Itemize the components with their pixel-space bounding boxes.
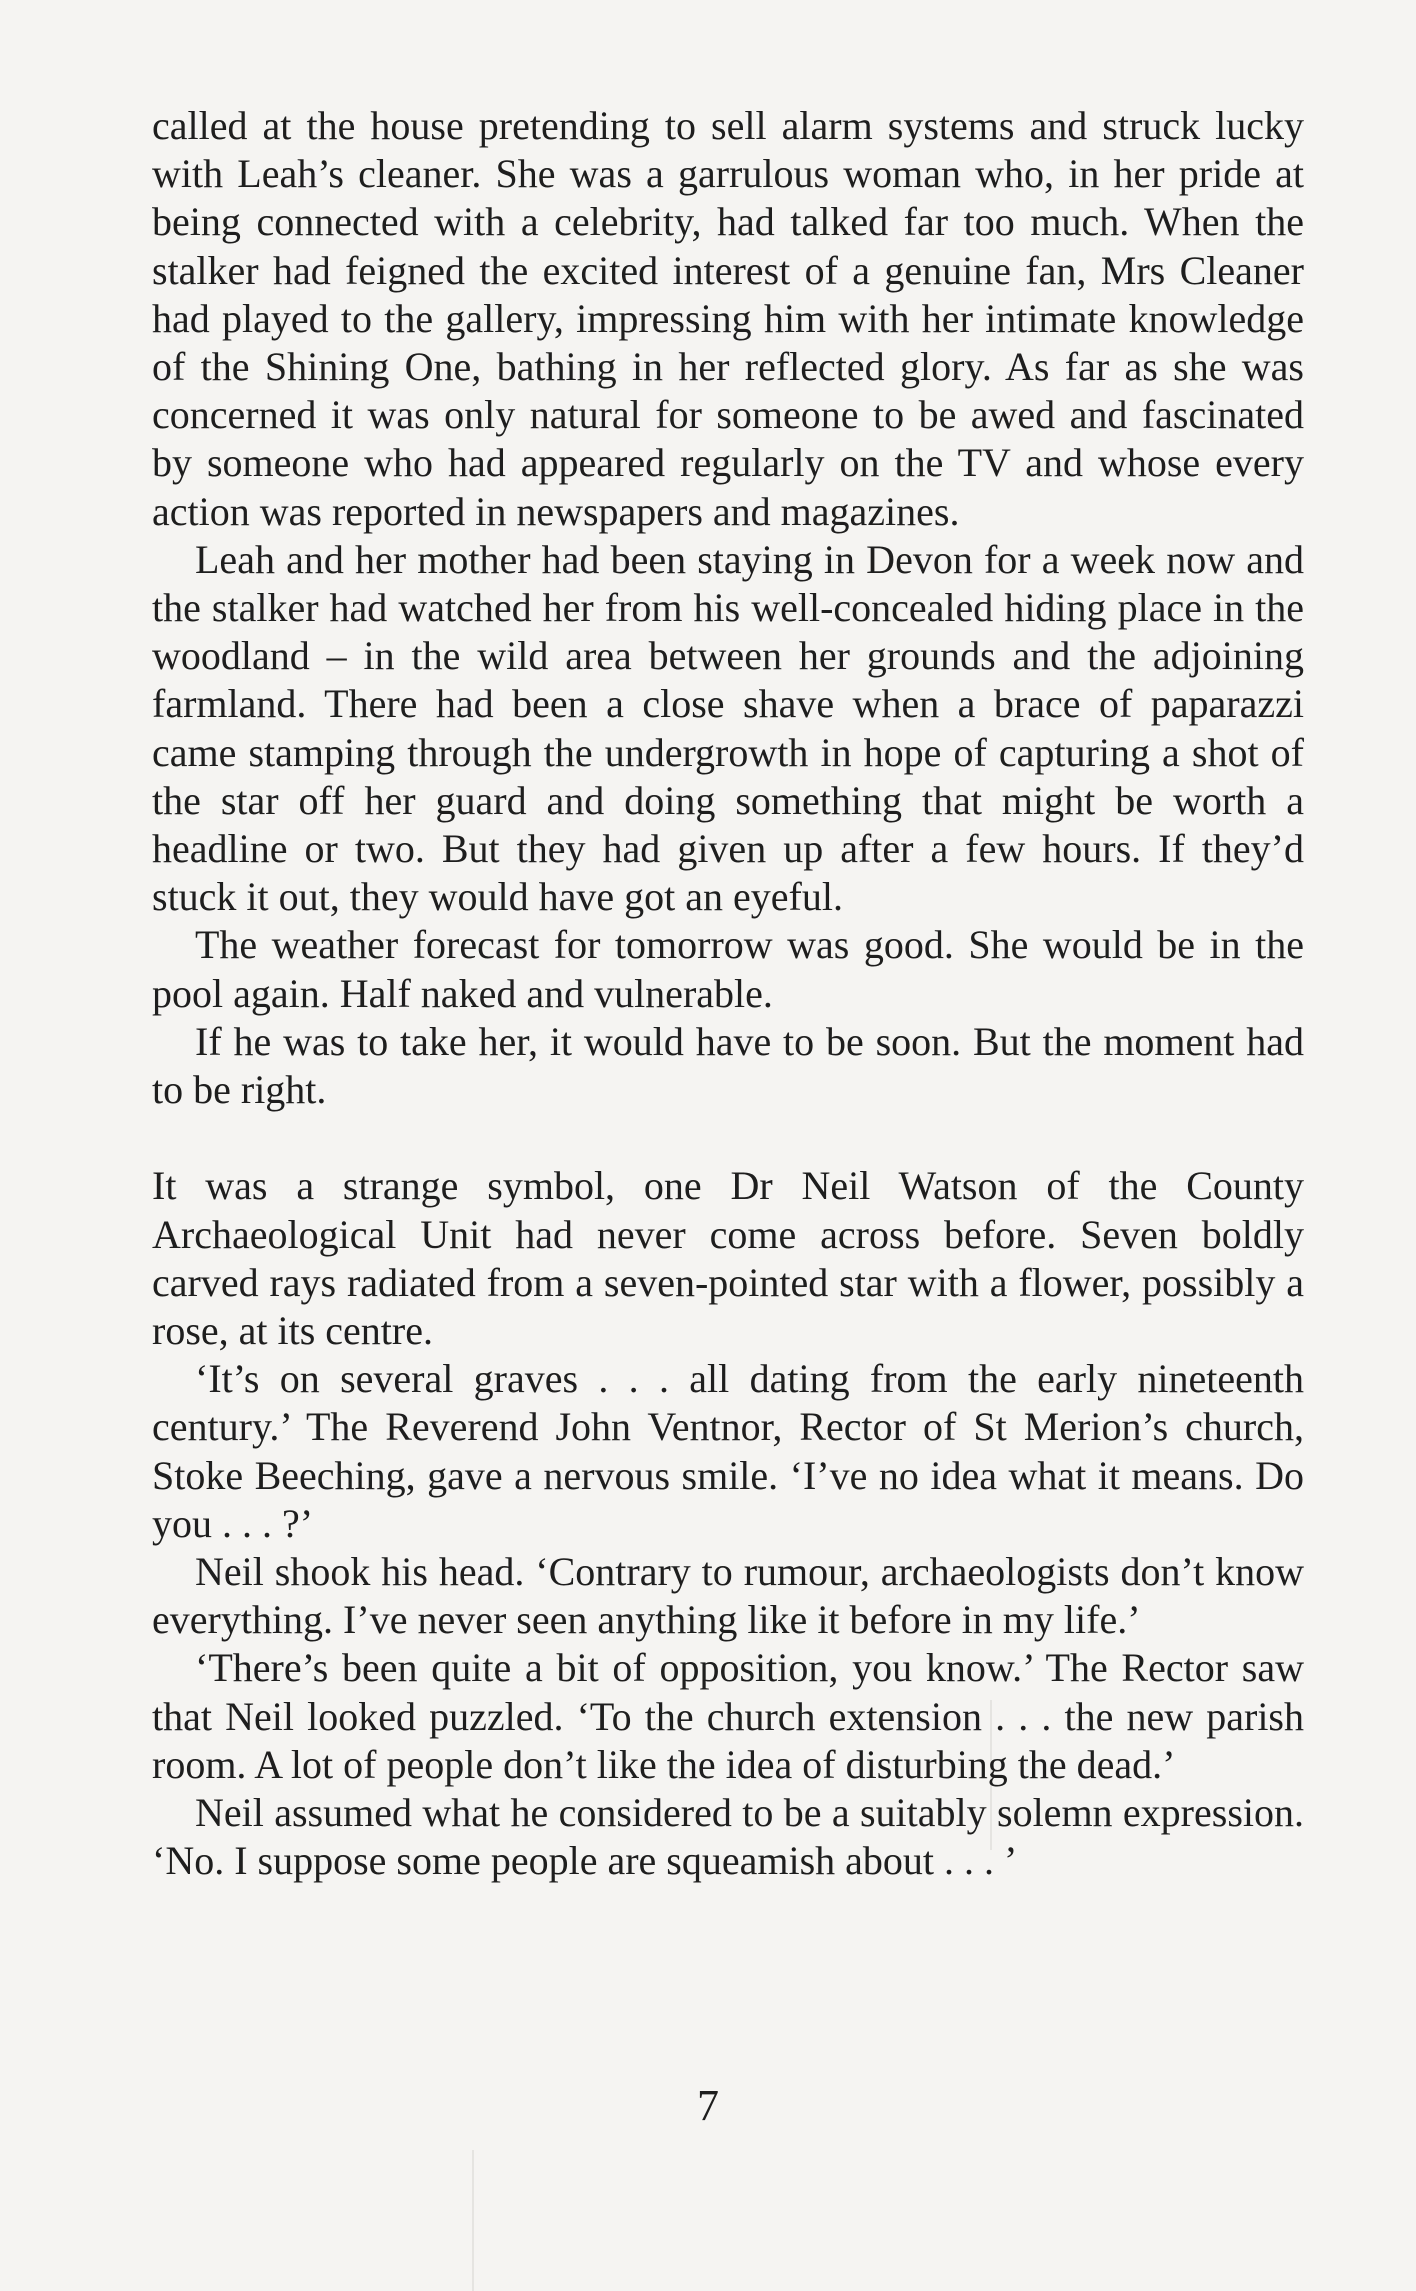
page-number: 7 <box>697 2081 719 2130</box>
body-text <box>152 102 1304 1886</box>
paragraph: It was a strange symbol, one Dr Neil Watson of the County Archaeological Unit had never come across before. Seven boldly carved rays radiated from a seven-pointed star with a flower, possibly a rose, at its centre. <box>152 1163 1304 1354</box>
show-through-line <box>472 2150 474 2291</box>
section-break <box>152 1114 1304 1162</box>
paragraph: Neil shook his head. ‘Contrary to rumour, archaeologists don’t know everything. I’ve never seen anything like it before in my life.’ <box>152 1549 1304 1643</box>
paragraph: Neil assumed what he considered to be a suitably solemn expression. ‘No. I suppose some people are squeamish about . . . ’ <box>152 1790 1304 1884</box>
paragraph: The weather forecast for tomorrow was good. She would be in the pool again. Half naked and vulnerable. <box>152 922 1304 1016</box>
paragraph: Leah and her mother had been staying in Devon for a week now and the stalker had watched her from his well-concealed hiding place in the woodland – in the wild area between her grounds and the adjoining farmland. There had been a close shave when a brace of paparazzi came stamping through the undergrowth in hope of capturing a shot of the star off her guard and doing something that might be worth a headline or two. But they had given up after a few hours. If they’d stuck it out, they would have got an eyeful. <box>152 536 1304 920</box>
paragraph: ‘There’s been quite a bit of opposition, you know.’ The Rector saw that Neil looked puzzled. ‘To the church extension . . . the new parish room. A lot of people don’t like the idea of disturbing the dead.’ <box>152 1645 1304 1787</box>
paragraph: If he was to take her, it would have to be soon. But the moment had to be right. <box>152 1018 1304 1113</box>
paragraph: ‘It’s on several graves . . . all dating from the early nineteenth century.’ The Reverend John Ventnor, Rector of St Merion’s church, Stoke Beeching, gave a nervous smile. ‘I’ve no idea what it means. Do you . . . ?’ <box>152 1356 1304 1546</box>
paragraph: called at the house pretending to sell alarm systems and struck lucky with Leah’s cleaner. She was a garrulous woman who, in her pride at being connected with a celebrity, had talked far too much. When the stalker had feigned the excited interest of a genuine fan, Mrs Cleaner had played to the gallery, impressing him with her intimate knowledge of the Shining One, bathing in her reflected glory. As far as she was concerned it was only natural for someone to be awed and fascinated by someone who had appeared regularly on the TV and whose every action was reported in newspapers and magazines. <box>152 103 1304 534</box>
